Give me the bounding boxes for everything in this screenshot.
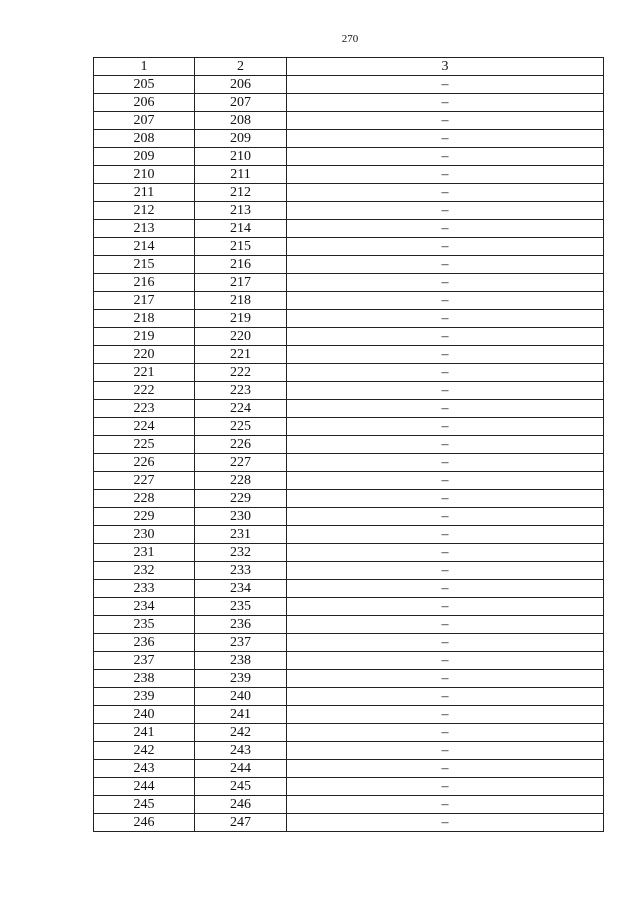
table-row [94,724,604,742]
table-cell-col1: 235 [94,616,195,634]
table-cell-col1: 245 [94,796,195,814]
table-cell-col2: 241 [195,706,287,724]
table-cell-col1: 226 [94,454,195,472]
table-cell-col1: 229 [94,508,195,526]
table-row [94,328,604,346]
table-row [94,616,604,634]
table-cell-col1: 242 [94,742,195,760]
table-cell-col3: – [287,94,604,112]
table-cell-col3: – [287,706,604,724]
table-row [94,148,604,166]
table-cell-col1: 236 [94,634,195,652]
table-cell-col2: 246 [195,796,287,814]
table-row [94,778,604,796]
table-cell-col2: 239 [195,670,287,688]
table-cell-col3: – [287,796,604,814]
table-cell-col3: – [287,634,604,652]
column-header-3: 3 [287,58,604,76]
table-cell-col1: 214 [94,238,195,256]
table-cell-col3: – [287,202,604,220]
table-cell-col2: 238 [195,652,287,670]
table-cell-col3: – [287,292,604,310]
table-row [94,256,604,274]
table-cell-col1: 228 [94,490,195,508]
table-cell-col3: – [287,598,604,616]
table-body [94,76,604,832]
table-cell-col1: 225 [94,436,195,454]
table-cell-col3: – [287,472,604,490]
table-row [94,814,604,832]
table-cell-col2: 242 [195,724,287,742]
table-header-row [94,58,604,76]
table-cell-col2: 218 [195,292,287,310]
table-cell-col3: – [287,508,604,526]
table-cell-col1: 205 [94,76,195,94]
table-cell-col1: 211 [94,184,195,202]
table-cell-col1: 237 [94,652,195,670]
table-cell-col3: – [287,400,604,418]
table-cell-col2: 216 [195,256,287,274]
table-cell-col3: – [287,166,604,184]
table-cell-col3: – [287,760,604,778]
table-cell-col2: 219 [195,310,287,328]
table-row [94,292,604,310]
table-cell-col2: 207 [195,94,287,112]
table-cell-col1: 216 [94,274,195,292]
table-cell-col1: 233 [94,580,195,598]
table-cell-col3: – [287,328,604,346]
table-row [94,76,604,94]
table-cell-col3: – [287,490,604,508]
table-cell-col1: 220 [94,346,195,364]
table-row [94,112,604,130]
table-row [94,418,604,436]
table-cell-col3: – [287,256,604,274]
table-cell-col2: 213 [195,202,287,220]
table-cell-col3: – [287,742,604,760]
table-row [94,508,604,526]
table-cell-col2: 214 [195,220,287,238]
table-row [94,346,604,364]
table-cell-col2: 231 [195,526,287,544]
table-cell-col1: 206 [94,94,195,112]
table-cell-col3: – [287,310,604,328]
table-cell-col1: 209 [94,148,195,166]
table-row [94,490,604,508]
table-cell-col3: – [287,814,604,832]
table-cell-col2: 206 [195,76,287,94]
table-cell-col2: 220 [195,328,287,346]
table-cell-col1: 213 [94,220,195,238]
table-cell-col1: 210 [94,166,195,184]
table-cell-col1: 217 [94,292,195,310]
table-row [94,310,604,328]
table-row [94,526,604,544]
table-cell-col2: 208 [195,112,287,130]
table-cell-col3: – [287,346,604,364]
table-cell-col3: – [287,454,604,472]
table-cell-col1: 207 [94,112,195,130]
data-table [93,57,604,832]
table-cell-col2: 222 [195,364,287,382]
table-cell-col1: 221 [94,364,195,382]
table-cell-col3: – [287,562,604,580]
table-cell-col3: – [287,616,604,634]
table-cell-col1: 232 [94,562,195,580]
table-cell-col1: 243 [94,760,195,778]
table-row [94,166,604,184]
table-cell-col1: 223 [94,400,195,418]
table-cell-col2: 217 [195,274,287,292]
table-cell-col3: – [287,382,604,400]
table-cell-col2: 211 [195,166,287,184]
table-row [94,706,604,724]
table-row [94,130,604,148]
page-number: 270 [341,33,359,45]
table-cell-col3: – [287,778,604,796]
table-cell-col2: 229 [195,490,287,508]
table-row [94,436,604,454]
table-row [94,400,604,418]
table-row [94,220,604,238]
table-cell-col3: – [287,688,604,706]
table-cell-col3: – [287,274,604,292]
table-cell-col3: – [287,526,604,544]
table-cell-col2: 221 [195,346,287,364]
table-cell-col3: – [287,76,604,94]
table-cell-col3: – [287,724,604,742]
table-row [94,670,604,688]
table-row [94,454,604,472]
table-cell-col2: 233 [195,562,287,580]
table-cell-col3: – [287,436,604,454]
column-header-1: 1 [94,58,195,76]
table-cell-col2: 235 [195,598,287,616]
table-cell-col2: 240 [195,688,287,706]
table-cell-col2: 224 [195,400,287,418]
table-cell-col1: 215 [94,256,195,274]
table-cell-col3: – [287,130,604,148]
table-cell-col1: 212 [94,202,195,220]
table-cell-col2: 243 [195,742,287,760]
table-cell-col3: – [287,238,604,256]
table-cell-col1: 244 [94,778,195,796]
table-cell-col1: 227 [94,472,195,490]
table-row [94,94,604,112]
table-cell-col2: 209 [195,130,287,148]
table-cell-col2: 232 [195,544,287,562]
table-cell-col2: 234 [195,580,287,598]
table-cell-col1: 230 [94,526,195,544]
table-row [94,274,604,292]
table-row [94,796,604,814]
table-row [94,562,604,580]
table-cell-col2: 245 [195,778,287,796]
table-cell-col3: – [287,670,604,688]
table-row [94,382,604,400]
table-cell-col2: 215 [195,238,287,256]
table-cell-col1: 246 [94,814,195,832]
table-cell-col2: 226 [195,436,287,454]
table-cell-col3: – [287,112,604,130]
table-cell-col1: 219 [94,328,195,346]
table-row [94,760,604,778]
table-cell-col3: – [287,364,604,382]
table-cell-col1: 222 [94,382,195,400]
table-cell-col3: – [287,220,604,238]
table-cell-col2: 223 [195,382,287,400]
table-row [94,202,604,220]
table-cell-col2: 225 [195,418,287,436]
table-row [94,364,604,382]
table-cell-col3: – [287,148,604,166]
table-row [94,742,604,760]
table-cell-col1: 234 [94,598,195,616]
table-cell-col2: 247 [195,814,287,832]
table-cell-col3: – [287,652,604,670]
table-cell-col1: 241 [94,724,195,742]
table-cell-col1: 231 [94,544,195,562]
table-cell-col1: 239 [94,688,195,706]
table-cell-col1: 224 [94,418,195,436]
table-row [94,238,604,256]
table-cell-col2: 210 [195,148,287,166]
table-cell-col2: 237 [195,634,287,652]
table-row [94,598,604,616]
table-cell-col3: – [287,418,604,436]
table-cell-col1: 238 [94,670,195,688]
table-cell-col2: 228 [195,472,287,490]
table-cell-col1: 218 [94,310,195,328]
table-row [94,472,604,490]
table-row [94,688,604,706]
table-row [94,652,604,670]
column-header-2: 2 [195,58,287,76]
table-cell-col1: 208 [94,130,195,148]
table-cell-col3: – [287,580,604,598]
table-row [94,634,604,652]
table-row [94,544,604,562]
table-cell-col2: 227 [195,454,287,472]
table-cell-col2: 230 [195,508,287,526]
table-cell-col3: – [287,184,604,202]
table-cell-col1: 240 [94,706,195,724]
table-row [94,184,604,202]
table-cell-col2: 212 [195,184,287,202]
table-cell-col3: – [287,544,604,562]
table-cell-col2: 236 [195,616,287,634]
table-cell-col2: 244 [195,760,287,778]
table-row [94,580,604,598]
